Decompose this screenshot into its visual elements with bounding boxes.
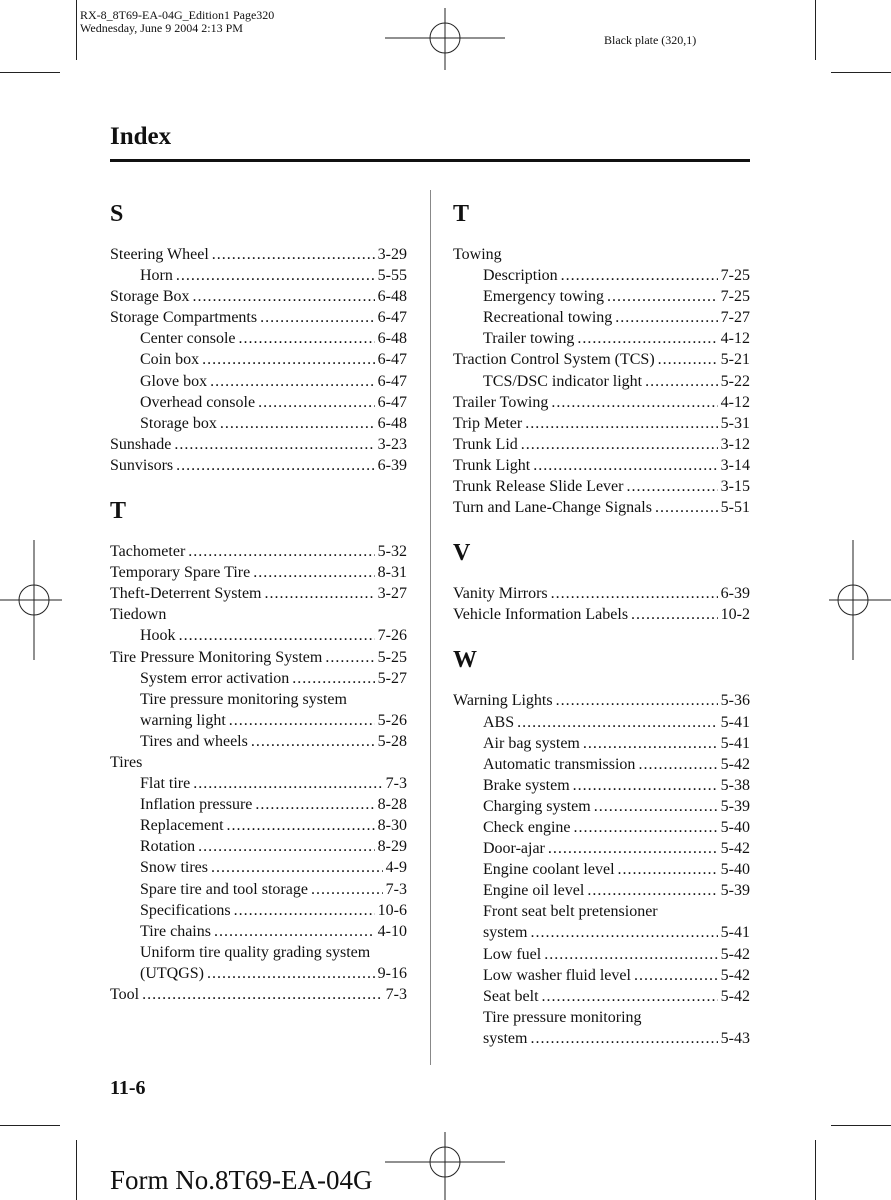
crop-mark-top-right-vertical	[815, 0, 816, 60]
index-entry	[110, 392, 407, 413]
index-entry	[110, 265, 407, 286]
index-entry	[110, 836, 407, 857]
index-entry	[453, 880, 750, 901]
dot-leader	[573, 775, 718, 796]
dot-leader	[260, 307, 375, 328]
index-entry	[110, 668, 407, 689]
entry-label: ABS	[483, 713, 515, 731]
index-entry	[453, 901, 750, 922]
entry-label: Description	[483, 267, 558, 285]
entry-label: Glove box	[140, 372, 208, 390]
entry-label: Hook	[140, 627, 176, 645]
entry-label: Tire chains	[140, 922, 211, 940]
entry-page-ref: 5-41	[720, 734, 750, 752]
index-entry	[453, 497, 750, 518]
entry-page-ref: 5-42	[720, 840, 750, 858]
index-column-right	[453, 200, 750, 1049]
entry-label: Front seat belt pretensioner	[483, 903, 658, 921]
crop-mark-bottom-right-horizontal	[831, 1125, 891, 1126]
entry-page-ref: 5-32	[377, 543, 407, 561]
index-entry	[453, 986, 750, 1007]
crop-mark-bottom-right-vertical	[815, 1140, 816, 1200]
dot-leader	[631, 604, 718, 625]
dot-leader	[198, 836, 375, 857]
entry-page-ref: 5-40	[720, 818, 750, 836]
entry-label: Turn and Lane-Change Signals	[453, 499, 652, 517]
index-entry	[110, 647, 407, 668]
index-entry	[110, 963, 407, 984]
doc-timestamp-line: Wednesday, June 9 2004 2:13 PM	[80, 21, 243, 35]
entry-label: Flat tire	[140, 775, 191, 793]
entry-label: Steering Wheel	[110, 246, 209, 263]
entry-page-ref: 3-15	[720, 478, 750, 496]
dot-leader	[618, 859, 718, 880]
dot-leader	[556, 690, 718, 711]
dot-leader	[544, 944, 717, 965]
dot-leader	[638, 754, 717, 775]
index-entry	[110, 794, 407, 815]
entry-page-ref: 6-48	[377, 330, 407, 348]
index-entry	[453, 965, 750, 986]
entry-page-ref: 7-3	[385, 775, 407, 793]
page-title: Index	[110, 123, 172, 150]
index-entry	[453, 434, 750, 455]
entry-page-ref: 4-9	[385, 859, 407, 877]
page-number: 11-6	[110, 1077, 146, 1099]
entry-label: Uniform tire quality grading system	[140, 943, 371, 961]
index-entry	[110, 244, 407, 265]
section-gap	[453, 518, 750, 539]
index-entry	[110, 731, 407, 752]
entry-label: Recreational towing	[483, 309, 613, 327]
dot-leader	[251, 731, 375, 752]
entry-label: Emergency towing	[483, 288, 605, 306]
entry-label: System error activation	[140, 669, 290, 687]
dot-leader	[587, 880, 717, 901]
dot-leader	[655, 497, 718, 518]
index-entry	[110, 371, 407, 392]
entry-page-ref: 3-23	[377, 435, 407, 453]
entry-label: (UTQGS)	[140, 964, 204, 982]
dot-leader	[311, 879, 383, 900]
entry-page-ref: 6-47	[377, 393, 407, 411]
section-letter: V	[453, 540, 471, 567]
doc-id-line: RX-8_8T69-EA-04G_Edition1 Page320	[80, 8, 275, 22]
dot-leader	[265, 583, 375, 604]
entry-label: Tires	[110, 753, 143, 771]
entry-page-ref: 8-29	[377, 838, 407, 856]
entry-page-ref: 5-42	[720, 966, 750, 984]
index-entry	[453, 922, 750, 943]
dot-leader	[607, 286, 718, 307]
dot-leader	[220, 413, 375, 434]
black-plate-label: Black plate (320,1)	[604, 33, 697, 47]
entry-label: Trip Meter	[453, 414, 523, 432]
index-entry	[453, 583, 750, 604]
index-entry	[110, 434, 407, 455]
entry-page-ref: 4-10	[377, 922, 407, 940]
index-column-left	[110, 200, 407, 1005]
entry-page-ref: 5-42	[720, 987, 750, 1005]
index-entry	[453, 455, 750, 476]
registration-mark-top-icon	[385, 8, 505, 70]
dot-leader	[658, 349, 718, 370]
index-entry	[110, 984, 407, 1005]
index-entry	[453, 307, 750, 328]
entry-label: Tire pressure monitoring system	[140, 690, 347, 708]
entry-page-ref: 5-41	[720, 713, 750, 731]
entry-label: Seat belt	[483, 987, 539, 1005]
registration-mark-left-icon	[0, 540, 62, 660]
index-entry	[110, 562, 407, 583]
entry-page-ref: 6-48	[377, 288, 407, 306]
entry-page-ref: 7-25	[720, 288, 750, 306]
entry-label: Warning Lights	[453, 692, 553, 710]
entry-page-ref: 5-42	[720, 755, 750, 773]
index-entry	[453, 838, 750, 859]
entry-label: Inflation pressure	[140, 796, 253, 814]
dot-leader	[255, 794, 374, 815]
entry-label: Traction Control System (TCS)	[453, 351, 655, 369]
dot-leader	[253, 562, 374, 583]
index-entry	[110, 413, 407, 434]
entry-page-ref: 6-39	[377, 456, 407, 474]
section-letter: S	[110, 201, 124, 227]
dot-leader	[577, 328, 717, 349]
entry-label: Tiedown	[110, 606, 167, 624]
entry-page-ref: 5-51	[720, 499, 750, 517]
index-entry	[110, 541, 407, 562]
entry-label: Automatic transmission	[483, 755, 636, 773]
entry-page-ref: 6-48	[377, 414, 407, 432]
entry-page-ref: 3-27	[377, 585, 407, 603]
dot-leader	[258, 392, 375, 413]
index-entry	[453, 476, 750, 497]
index-entry	[110, 710, 407, 731]
index-entry	[453, 775, 750, 796]
entry-label: Tire pressure monitoring	[483, 1008, 642, 1026]
index-entry	[453, 754, 750, 775]
dot-leader	[193, 286, 375, 307]
entry-label: Charging system	[483, 797, 591, 815]
dot-leader	[174, 434, 374, 455]
index-entry	[453, 1028, 750, 1049]
index-entry	[110, 879, 407, 900]
index-entry	[453, 604, 750, 625]
index-entry	[110, 307, 407, 328]
entry-page-ref: 9-16	[377, 964, 407, 982]
dot-leader	[634, 965, 718, 986]
section-letter: T	[453, 201, 470, 227]
entry-page-ref: 5-25	[377, 648, 407, 666]
entry-page-ref: 5-42	[720, 945, 750, 963]
dot-leader	[239, 328, 375, 349]
entry-page-ref: 7-25	[720, 267, 750, 285]
entry-page-ref: 7-26	[377, 627, 407, 645]
entry-page-ref: 4-12	[720, 393, 750, 411]
dot-leader	[176, 265, 375, 286]
entry-label: Storage Compartments	[110, 309, 258, 327]
entry-page-ref: 5-36	[720, 692, 750, 710]
entry-page-ref: 4-12	[720, 330, 750, 348]
dot-leader	[525, 413, 717, 434]
entry-label: Check engine	[483, 818, 571, 836]
entry-label: Tachometer	[110, 543, 186, 561]
index-entry	[110, 942, 407, 963]
entry-label: system	[483, 1029, 528, 1047]
title-rule	[110, 159, 750, 162]
entry-page-ref: 5-55	[377, 267, 407, 285]
dot-leader	[193, 773, 382, 794]
dot-leader	[212, 244, 375, 265]
dot-leader	[530, 922, 717, 943]
index-entry	[453, 859, 750, 880]
entry-label: Trunk Release Slide Lever	[453, 478, 624, 496]
index-entry	[110, 921, 407, 942]
entry-label: Low fuel	[483, 945, 542, 963]
entry-page-ref: 5-28	[377, 732, 407, 750]
entry-label: Trunk Light	[453, 456, 531, 474]
index-entry	[453, 265, 750, 286]
entry-label: TCS/DSC indicator light	[483, 372, 643, 390]
entry-page-ref: 8-30	[377, 817, 407, 835]
entry-label: Engine coolant level	[483, 861, 615, 879]
index-entry	[110, 328, 407, 349]
dot-leader	[142, 984, 383, 1005]
index-entry	[453, 286, 750, 307]
dot-leader	[551, 392, 717, 413]
crop-mark-top-right-horizontal	[831, 72, 891, 73]
entry-label: Tire Pressure Monitoring System	[110, 648, 323, 666]
entry-page-ref: 7-27	[720, 309, 750, 327]
entry-page-ref: 6-39	[720, 585, 750, 603]
dot-leader	[626, 476, 717, 497]
index-entry	[453, 796, 750, 817]
entry-page-ref: 5-39	[720, 797, 750, 815]
index-entry	[453, 733, 750, 754]
index-entry	[110, 625, 407, 646]
dot-leader	[210, 371, 375, 392]
crop-mark-top-left-vertical	[76, 0, 77, 60]
dot-leader	[530, 1028, 717, 1049]
dot-leader	[521, 434, 718, 455]
section-letter: W	[453, 647, 477, 674]
entry-label: Towing	[453, 246, 502, 263]
index-entry	[110, 455, 407, 476]
index-entry	[453, 328, 750, 349]
entry-label: Engine oil level	[483, 882, 585, 900]
entry-page-ref: 5-38	[720, 776, 750, 794]
registration-mark-right-icon	[829, 540, 891, 660]
entry-label: Rotation	[140, 838, 196, 856]
index-entry	[110, 773, 407, 794]
dot-leader	[517, 712, 718, 733]
index-entry	[453, 413, 750, 434]
entry-page-ref: 7-3	[385, 880, 407, 898]
dot-leader	[229, 710, 375, 731]
dot-leader	[548, 838, 718, 859]
entry-label: Center console	[140, 330, 236, 348]
entry-label: Trailer towing	[483, 330, 575, 348]
index-entry	[453, 392, 750, 413]
entry-page-ref: 5-27	[377, 669, 407, 687]
form-number: Form No.8T69-EA-04G	[110, 1165, 373, 1195]
dot-leader	[207, 963, 375, 984]
crop-mark-top-left-horizontal	[0, 72, 60, 73]
entry-label: system	[483, 924, 528, 942]
index-entry	[453, 712, 750, 733]
entry-label: Low washer fluid level	[483, 966, 631, 984]
dot-leader	[325, 647, 374, 668]
index-entry	[110, 857, 407, 878]
entry-label: Air bag system	[483, 734, 580, 752]
dot-leader	[551, 583, 718, 604]
entry-label: Tool	[110, 986, 140, 1003]
entry-page-ref: 5-31	[720, 414, 750, 432]
dot-leader	[227, 815, 375, 836]
entry-label: Vanity Mirrors	[453, 585, 548, 603]
dot-leader	[179, 625, 375, 646]
index-entry	[453, 944, 750, 965]
entry-page-ref: 5-22	[720, 372, 750, 390]
entry-label: Brake system	[483, 776, 570, 794]
entry-page-ref: 10-6	[377, 901, 407, 919]
entry-label: Horn	[140, 267, 173, 285]
index-entry	[110, 752, 407, 773]
index-entry	[110, 604, 407, 625]
entry-page-ref: 6-47	[377, 309, 407, 327]
entry-page-ref: 5-39	[720, 882, 750, 900]
index-entry	[453, 349, 750, 370]
index-entry	[110, 349, 407, 370]
entry-label: Door-ajar	[483, 840, 545, 858]
index-entry	[453, 244, 750, 265]
registration-mark-bottom-icon	[385, 1132, 505, 1200]
entry-label: Trunk Lid	[453, 435, 518, 453]
crop-mark-bottom-left-horizontal	[0, 1125, 60, 1126]
dot-leader	[594, 796, 718, 817]
entry-label: Sunvisors	[110, 456, 174, 474]
entry-label: warning light	[140, 711, 226, 729]
entry-page-ref: 6-47	[377, 351, 407, 369]
dot-leader	[533, 455, 717, 476]
index-entry	[453, 1007, 750, 1028]
dot-leader	[615, 307, 717, 328]
dot-leader	[542, 986, 718, 1007]
column-divider	[430, 190, 431, 1065]
entry-label: Storage Box	[110, 288, 190, 306]
entry-page-ref: 3-12	[720, 435, 750, 453]
entry-label: Trailer Towing	[453, 393, 549, 411]
entry-page-ref: 3-29	[377, 246, 407, 263]
entry-page-ref: 5-21	[720, 351, 750, 369]
entry-label: Coin box	[140, 351, 200, 369]
dot-leader	[234, 900, 375, 921]
index-entry	[110, 583, 407, 604]
entry-label: Replacement	[140, 817, 224, 835]
entry-page-ref: 10-2	[720, 606, 750, 624]
entry-label: Sunshade	[110, 435, 172, 453]
dot-leader	[292, 668, 374, 689]
section-letter: T	[110, 498, 127, 525]
index-entry	[453, 690, 750, 711]
entry-label: Temporary Spare Tire	[110, 564, 251, 582]
section-gap	[453, 625, 750, 646]
entry-page-ref: 8-28	[377, 796, 407, 814]
entry-label: Vehicle Information Labels	[453, 606, 629, 624]
entry-page-ref: 5-41	[720, 924, 750, 942]
crop-mark-bottom-left-vertical	[76, 1140, 77, 1200]
dot-leader	[645, 371, 718, 392]
entry-label: Specifications	[140, 901, 231, 919]
entry-page-ref: 5-43	[720, 1029, 750, 1047]
index-entry	[110, 815, 407, 836]
index-entry	[110, 286, 407, 307]
entry-label: Spare tire and tool storage	[140, 880, 308, 898]
entry-page-ref: 5-40	[720, 861, 750, 879]
entry-label: Storage box	[140, 414, 217, 432]
index-entry	[453, 817, 750, 838]
dot-leader	[583, 733, 718, 754]
index-entry	[110, 900, 407, 921]
section-gap	[110, 476, 407, 497]
dot-leader	[211, 857, 383, 878]
entry-page-ref: 8-31	[377, 564, 407, 582]
entry-label: Theft-Deterrent System	[110, 585, 262, 603]
dot-leader	[574, 817, 718, 838]
entry-label: Overhead console	[140, 393, 256, 411]
dot-leader	[561, 265, 718, 286]
dot-leader	[188, 541, 374, 562]
index-entry	[453, 371, 750, 392]
entry-page-ref: 7-3	[385, 986, 407, 1003]
dot-leader	[202, 349, 375, 370]
entry-label: Snow tires	[140, 859, 208, 877]
index-entry	[110, 689, 407, 710]
entry-page-ref: 6-47	[377, 372, 407, 390]
dot-leader	[214, 921, 375, 942]
entry-page-ref: 3-14	[720, 456, 750, 474]
dot-leader	[176, 455, 375, 476]
entry-label: Tires and wheels	[140, 732, 248, 750]
entry-page-ref: 5-26	[377, 711, 407, 729]
